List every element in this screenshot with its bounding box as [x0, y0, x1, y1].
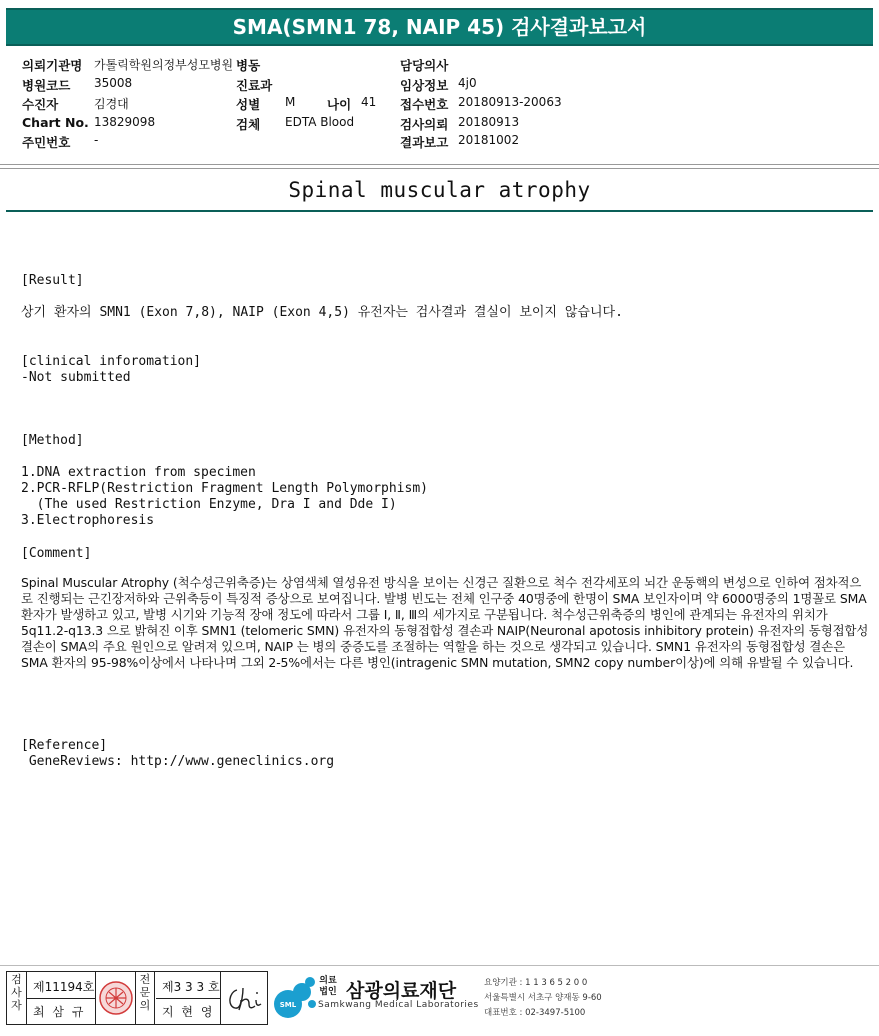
info-doctor: [400, 56, 600, 74]
info-specimen: [236, 115, 396, 133]
info-label: 접수번호: [400, 97, 449, 112]
result-label: [Result]: [21, 273, 84, 288]
specialist-name: 지 현 영: [162, 1005, 215, 1019]
info-label: 담당의사: [400, 58, 449, 73]
org-english: Samkwang Medical Laboratories: [318, 1000, 479, 1010]
inspector-label: 검사자: [7, 972, 27, 1024]
report-title: SMA(SMN1 78, NAIP 45) 검사결과보고서: [6, 8, 873, 46]
info-value: 김경대: [94, 97, 129, 111]
info-label: Chart No.: [22, 115, 89, 130]
org-name: 삼광의료재단: [346, 980, 457, 1002]
divider: [220, 972, 221, 1024]
signature-box: [6, 971, 268, 1025]
info-value: 35008: [94, 76, 133, 90]
info-institution: [22, 56, 234, 74]
divider: [156, 998, 220, 999]
info-label: 나이: [327, 97, 352, 112]
info-value: 20180913-20063: [458, 95, 562, 109]
info-ward: [236, 56, 376, 74]
info-value: -: [94, 133, 99, 147]
info-value: 13829098: [94, 115, 156, 129]
method-line: (The used Restriction Enzyme, Dra I and Dde I): [21, 497, 397, 512]
org-address: 서울특별시 서초구 양재동 9-60: [484, 993, 602, 1003]
info-label: 결과보고: [400, 135, 449, 150]
method-line: 2.PCR-RFLP(Restriction Fragment Length Polymorphism): [21, 481, 428, 496]
info-label: 병동: [236, 58, 261, 73]
info-label: 검체: [236, 117, 261, 132]
comment-label: [Comment]: [21, 546, 92, 561]
info-value: 41: [361, 95, 377, 109]
divider: [0, 965, 879, 966]
inspector-license: 제11194호: [33, 980, 95, 994]
info-value: 20181002: [458, 133, 520, 147]
info-patient: [22, 95, 222, 113]
method-label: [Method]: [21, 433, 84, 448]
info-label: 임상정보: [400, 78, 449, 93]
organization-block: [272, 972, 602, 1026]
comment-text: Spinal Muscular Atrophy (척수성근위축증)는 상염색체 열성유전 방식을 보이는 신경근 질환으로 척수 전각세포의 뇌간 운동핵의 변성으로 인하여 점차적으로 진행되는 근긴장저하와 근위축등이 특징적 증상으로 보여집니다. 발병 빈도는 전체 인구중 40명중에 한명이 SMA 보인자이며 약 6000명중의 1명꼴로 SMA환자가 발생하고 있고, 발병 시기와 기능적 장애 정도에 따라서 그룹 Ⅰ, Ⅱ, Ⅲ의 세가지로 구분됩니다. 척수성근위축증의 병인에 관계되는 유전자의 위치가 5q11.2-q13.3 으로 밝혀진 이후 SMN1 (telomeric SMN) 유전자의 동형접합성 결손과 NAIP(Neuronal apotosis inhibitory protein) 유전자의 동형접합성 결손이 SMA의 주요 원인으로 알려져 있으며, NAIP 는 병의 중증도를 조절하는 역할을 하는 것으로 생각되고 있습니다. SMN1 유전자의 동형접합성 결손은 SMA 환자의 95-98%이상에서 나타나며 그외 2-5%에서는 다른 병인(intragenic SMN mutation, SMN2 copy number이상)에 의해 유발될 수 있습니다.: [21, 575, 869, 670]
info-label: 수진자: [22, 97, 59, 112]
divider: [27, 998, 95, 999]
info-value: EDTA Blood: [285, 115, 355, 129]
info-clinical-info: [400, 76, 600, 94]
reference-label: [Reference]: [21, 738, 108, 753]
info-label: 성별: [236, 97, 261, 112]
info-resident-no: [22, 133, 222, 151]
clinical-label: [clinical inforomation]: [21, 354, 202, 369]
signature-icon: [223, 982, 265, 1016]
divider: [95, 972, 96, 1024]
method-line: 1.DNA extraction from specimen: [21, 465, 256, 480]
org-phone: 대표번호 : 02-3497-5100: [484, 1008, 586, 1018]
method-line: 3.Electrophoresis: [21, 513, 155, 528]
info-label: 주민번호: [22, 135, 71, 150]
result-text: 상기 환자의 SMN1 (Exon 7,8), NAIP (Exon 4,5) 유전자는 검사결과 결실이 보이지 않습니다.: [21, 305, 623, 320]
info-chart-no: [22, 115, 222, 133]
specialist-label: 전문의: [135, 972, 155, 1024]
seal-icon: [97, 978, 135, 1018]
org-legal: 의료법인: [319, 976, 337, 997]
info-label: 진료과: [236, 78, 273, 93]
info-value: M: [285, 95, 296, 109]
info-hospital-code: [22, 76, 222, 94]
info-request-date: [400, 115, 600, 133]
specialist-license: 제3 3 3 호: [162, 980, 220, 994]
info-value: 20180913: [458, 115, 520, 129]
clinical-text: -Not submitted: [21, 370, 131, 385]
divider: [0, 164, 879, 165]
info-department: [236, 76, 376, 94]
info-accession-no: [400, 95, 600, 113]
divider: [0, 168, 879, 169]
info-label: 검사의뢰: [400, 117, 449, 132]
info-value: 4j0: [458, 76, 477, 90]
divider: [6, 210, 873, 212]
logo-text: SML: [279, 1001, 297, 1009]
inspector-name: 최 삼 규: [33, 1005, 86, 1019]
sml-logo-icon: [272, 974, 318, 1024]
info-sex: [236, 95, 296, 113]
info-report-date: [400, 133, 600, 151]
institution-code: 요양기관 : 1 1 3 6 5 2 0 0: [484, 978, 588, 988]
report-heading: Spinal muscular atrophy: [288, 178, 591, 202]
reference-text: GeneReviews: http://www.geneclinics.org: [21, 754, 335, 769]
info-value: 가톨릭학원의정부성모병원: [94, 58, 234, 72]
info-age: [327, 95, 387, 113]
info-label: 병원코드: [22, 78, 71, 93]
info-label: 의뢰기관명: [22, 58, 83, 73]
